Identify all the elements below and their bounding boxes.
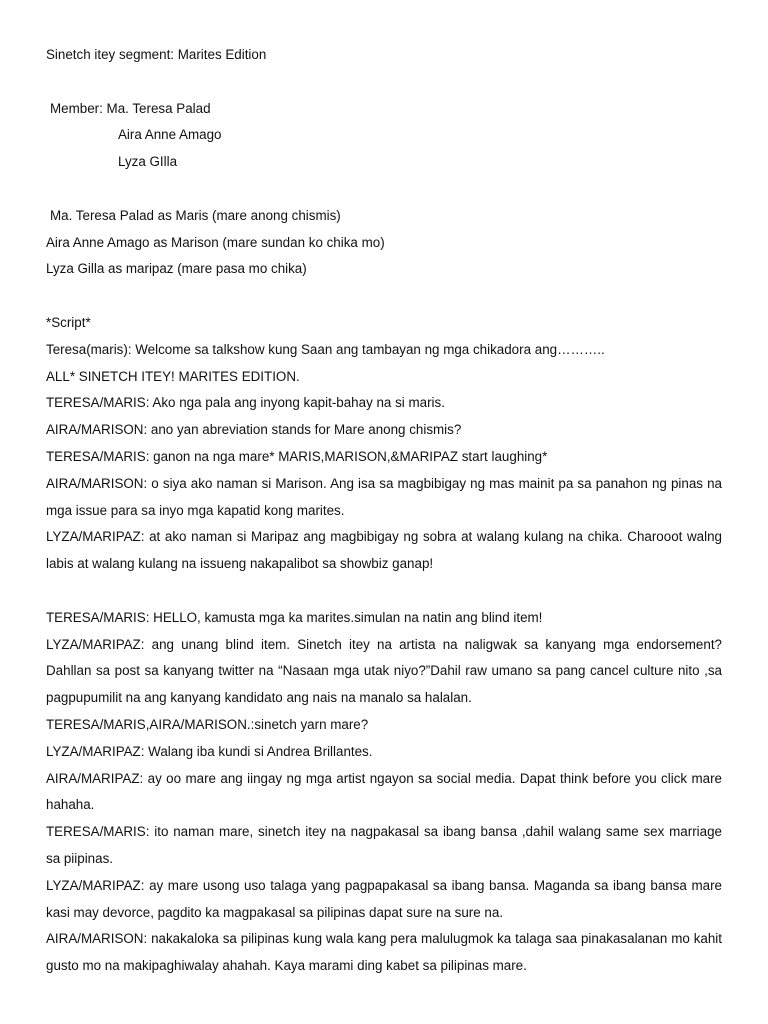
role-line: Lyza Gilla as maripaz (mare pasa mo chika) (46, 261, 307, 277)
script-line: TERESA/MARIS: ganon na nga mare* MARIS,MARISON,&MARIPAZ start laughing* (46, 448, 548, 464)
spacer (46, 69, 722, 96)
script-paragraph: AIRA/MARISON: nakakaloka sa pilipinas kung wala kang pera malulugmok ka talaga saa pinakasalanan mo kahit gusto mo na makipaghiwalay ahahah. Kaya marami ding kabet sa pilipinas mare. (46, 931, 722, 974)
script-paragraph: LYZA/MARIPAZ: ang unang blind item. Sinetch itey na artista na naligwak sa kanyang mga endorsement? Dahllan sa post sa kanyang twitter na “Nasaan mga utak niyo?”Dahil raw umano sa pang cancel culture nito ,sa pagpupumilit na ang kanyang kandidato ang nais na manalo sa halalan. (46, 636, 722, 706)
role-line: Aira Anne Amago as Marison (mare sundan ko chika mo) (46, 234, 385, 250)
script-paragraph: TERESA/MARIS: ito naman mare, sinetch itey na nagpakasal sa ibang bansa ,dahil walang same sex marriage sa piipinas. (46, 824, 722, 866)
script-line: TERESA/MARIS: HELLO, kamusta mga ka marites.simulan na natin ang blind item! (46, 609, 543, 625)
spacer (46, 176, 722, 203)
document-title: Sinetch itey segment: Marites Edition (46, 47, 267, 62)
script-line: AIRA/MARISON: ano yan abreviation stands for Mare anong chismis? (46, 422, 462, 438)
document-page (46, 42, 722, 980)
spacer (46, 578, 722, 605)
member-name: Aira Anne Amago (118, 127, 222, 143)
spacer (46, 283, 722, 310)
member-name: Lyza GIlla (118, 154, 178, 170)
script-paragraph: AIRA/MARIPAZ: ay oo mare ang iingay ng mga artist ngayon sa social media. Dapat think before you click mare hahaha. (46, 770, 722, 813)
script-line: Teresa(maris): Welcome sa talkshow kung Saan ang tambayan ng mga chikadora ang……….. (46, 341, 605, 357)
script-line: TERESA/MARIS,AIRA/MARISON.:sinetch yarn mare? (46, 716, 369, 732)
role-line: Ma. Teresa Palad as Maris (mare anong chismis) (50, 207, 341, 223)
script-line: LYZA/MARIPAZ: Walang iba kundi si Andrea Brillantes. (46, 743, 373, 759)
script-line: TERESA/MARIS: Ako nga pala ang inyong kapit-bahay na si maris. (46, 395, 445, 411)
script-heading: *Script* (46, 314, 91, 330)
script-paragraph: LYZA/MARIPAZ: ay mare usong uso talaga yang pagpapakasal sa ibang bansa. Maganda sa ibang bansa mare kasi may devorce, pagdito ka magpakasal sa pilipinas dapat sure na sure na. (46, 877, 722, 920)
script-paragraph: LYZA/MARIPAZ: at ako naman si Maripaz ang magbibigay ng sobra at walang kulang na chika. Charooot walng labis at walang kulang na issueng nakapalibot sa showbiz ganap! (46, 529, 722, 572)
script-paragraph: AIRA/MARISON: o siya ako naman si Marison. Ang isa sa magbibigay ng mas mainit pa sa panahon ng pinas na mga issue para sa inyo mga kapatid kong marites. (46, 475, 722, 518)
member-line: Member: Ma. Teresa Palad (50, 100, 211, 116)
script-line: ALL* SINETCH ITEY! MARITES EDITION. (46, 368, 300, 384)
